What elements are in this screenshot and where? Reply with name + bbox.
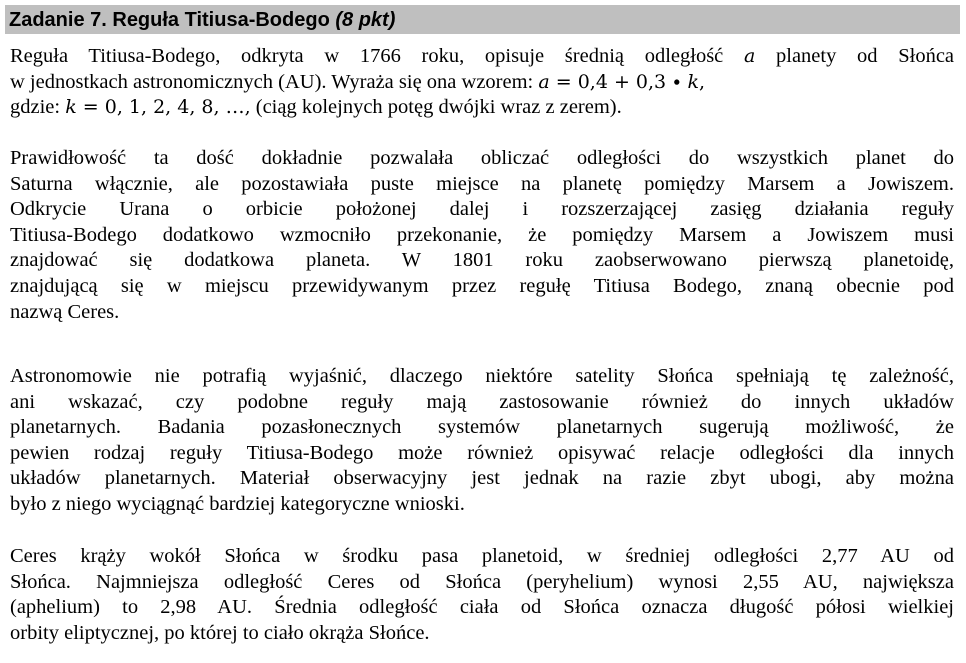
paragraph-ceres [10, 544, 954, 646]
paragraph-line [10, 95, 954, 121]
paragraph-line: Słońca. Najmniejsza odległość Ceres od Słońca (peryhelium) wynosi 2,55 AU, największa [10, 570, 954, 593]
text-segment: gdzie: [10, 96, 61, 119]
task-title [9, 8, 395, 32]
task-points: (8 pkt) [335, 9, 396, 31]
text-segment: planety od Słońca [776, 45, 955, 67]
task-title-text: Zadanie 7. Reguła Titiusa-Bodego [9, 9, 330, 31]
paragraph-line [10, 44, 954, 70]
paragraph-astronomers [10, 364, 954, 518]
paragraph-line: znajdującą się w miejscu przewidywanym przez regułę Titiusa Bodego, znaną obecnie pod [10, 274, 954, 297]
paragraph-line: pewien rodzaj reguły Titiusa-Bodego może również opisywać relacje odległości dla innych [10, 441, 954, 464]
paragraph-line: znajdować się dodatkowa planeta. W 1801 roku zaobserwowano pierwszą planetoidę, [10, 249, 954, 272]
formula [538, 71, 705, 93]
task-header [5, 5, 960, 34]
paragraph-line: ani wskazać, czy podobne reguły mają zastosowanie również do innych układów [10, 390, 954, 413]
sequence-formula [65, 96, 250, 118]
paragraph-line [10, 70, 954, 96]
text-segment: (ciąg kolejnych potęg dwójki wraz z zerem). [255, 96, 622, 119]
sequence-values: = 0, 1, 2, 4, 8, …, [82, 96, 251, 119]
paragraph-line: było z niego wyciągnąć bardziej kategoryczne wnioski. [10, 492, 465, 515]
math-variable-a: a [743, 45, 756, 67]
formula-expression: = 0,4 + 0,3 ∙ [555, 70, 682, 93]
math-variable-k: k [687, 70, 700, 93]
paragraph-history [10, 146, 954, 325]
text-segment: Reguła Titiusa-Bodego, odkryta w 1766 roku, opisuje średnią odległość [10, 45, 724, 67]
paragraph-line: Ceres krąży wokół Słońca w środku pasa planetoid, w średniej odległości 2,77 AU od [10, 545, 954, 567]
paragraph-rule-intro [10, 44, 954, 121]
paragraph-line: orbity eliptycznej, po której to ciało okrąża Słońce. [10, 621, 430, 644]
paragraph-line: układów planetarnych. Materiał obserwacyjny jest jednak na razie zbyt ubogi, aby można [10, 467, 954, 490]
paragraph-line: Odkrycie Urana o orbicie położonej dalej i rozszerzającej zasięg działania reguły [10, 198, 954, 221]
paragraph-line: Prawidłowość ta dość dokładnie pozwalała obliczać odległości do wszystkich planet do [10, 147, 954, 169]
paragraph-line: (aphelium) to 2,98 AU. Średnia odległość ciała od Słońca oznacza długość półosi wielkiej [10, 596, 954, 619]
math-variable-a: a [538, 70, 550, 93]
paragraph-line: nazwą Ceres. [10, 300, 120, 323]
math-variable-k: k [65, 96, 77, 119]
formula-punctuation: , [699, 70, 706, 93]
text-segment: w jednostkach astronomicznych (AU). Wyraża się ona wzorem: [10, 70, 534, 93]
paragraph-line: Titiusa-Bodego dodatkowo wzmocniło przekonanie, że pomiędzy Marsem a Jowiszem musi [10, 223, 954, 246]
paragraph-line: Astronomowie nie potrafią wyjaśnić, dlaczego niektóre satelity Słońca spełniają tę zależność, [10, 365, 954, 387]
paragraph-line: Saturna włącznie, ale pozostawiała puste miejsce na planetę pomiędzy Marsem a Jowiszem. [10, 172, 954, 195]
paragraph-line: planetarnych. Badania pozasłonecznych systemów planetarnych sugerują możliwość, że [10, 416, 954, 439]
